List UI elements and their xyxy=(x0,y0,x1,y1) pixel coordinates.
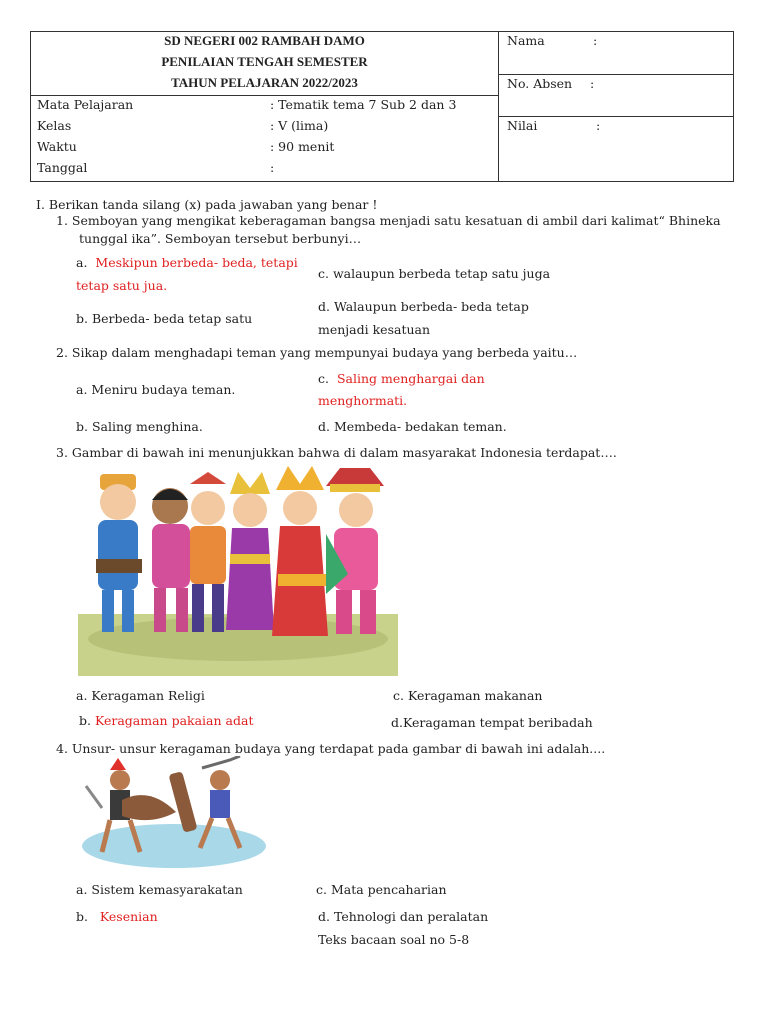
q4-option-b xyxy=(76,909,158,924)
reading-title: Teks bacaan soal no 5-8 xyxy=(318,932,470,947)
date-label: Tanggal xyxy=(37,160,88,175)
traditional-costumes-illustration xyxy=(78,464,398,676)
q4-option-c: c. Mata pencaharian xyxy=(316,882,447,897)
q1-text-line1: 1. Semboyan yang mengikat keberagaman bangsa menjadi satu kesatuan di ambil dari kalimat“ Bhineka xyxy=(56,213,721,228)
child-5 xyxy=(272,466,328,636)
child-3 xyxy=(190,472,226,632)
school-name: SD NEGERI 002 RAMBAH DAMO xyxy=(164,33,365,48)
dancers-illustration xyxy=(80,756,268,870)
q1-option-d1: d. Walaupun berbeda- beda tetap xyxy=(318,299,529,314)
absen-colon: : xyxy=(590,76,595,91)
date-value: : xyxy=(270,160,275,175)
q2-option-c-prefix: c. xyxy=(318,371,329,386)
child-6 xyxy=(326,468,384,634)
q3-text: 3. Gambar di bawah ini menunjukkan bahwa di dalam masyarakat Indonesia terdapat…. xyxy=(56,445,617,460)
q1-option-c: c. walaupun berbeda tetap satu juga xyxy=(318,266,551,281)
q1-option-b: b. Berbeda- beda tetap satu xyxy=(76,311,253,326)
class-value: : V (lima) xyxy=(270,118,329,133)
q2-option-c-text1: Saling menghargai dan xyxy=(336,371,485,386)
q3-option-b xyxy=(79,713,253,728)
q4-option-a: a. Sistem kemasyarakatan xyxy=(76,882,243,897)
q3-option-b-prefix: b. xyxy=(79,713,91,728)
q4-text: 4. Unsur- unsur keragaman budaya yang terdapat pada gambar di bawah ini adalah.... xyxy=(56,741,606,756)
absen-label: No. Absen xyxy=(507,76,573,91)
q2-option-d: d. Membeda- bedakan teman. xyxy=(318,419,507,434)
name-colon: : xyxy=(593,33,598,48)
q1-option-a-prefix: a. xyxy=(76,255,88,270)
name-label: Nama xyxy=(507,33,545,48)
child-1 xyxy=(96,474,142,632)
q2-option-a: a. Meniru budaya teman. xyxy=(76,382,236,397)
time-value: : 90 menit xyxy=(270,139,335,154)
child-2 xyxy=(152,488,190,632)
instruction: I. Berikan tanda silang (x) pada jawaban yang benar ! xyxy=(36,197,378,212)
q1-text-line2: tunggal ika”. Semboyan tersebut berbunyi… xyxy=(79,231,362,246)
q2-option-c xyxy=(318,371,485,386)
score-colon: : xyxy=(596,118,601,133)
exam-title: PENILAIAN TENGAH SEMESTER xyxy=(161,54,368,69)
time-label: Waktu xyxy=(37,139,77,154)
q2-option-c-text2: menghormati. xyxy=(318,393,408,408)
child-4 xyxy=(226,472,274,630)
q4-option-d: d. Tehnologi dan peralatan xyxy=(318,909,489,924)
subject-value: : Tematik tema 7 Sub 2 dan 3 xyxy=(270,97,457,112)
q1-option-d2: menjadi kesatuan xyxy=(318,322,431,337)
class-label: Kelas xyxy=(37,118,72,133)
score-label: Nilai xyxy=(507,118,538,133)
q4-option-b-prefix: b. xyxy=(76,909,88,924)
q1-option-a-text1: Meskipun berbeda- beda, tetapi xyxy=(95,255,298,270)
q4-option-b-text: Kesenian xyxy=(99,909,158,924)
q3-option-a: a. Keragaman Religi xyxy=(76,688,205,703)
q1-option-a-text2: tetap satu jua. xyxy=(76,278,168,293)
q3-option-d: d.Keragaman tempat beribadah xyxy=(391,715,593,730)
q1-option-a xyxy=(76,255,298,270)
q2-option-b: b. Saling menghina. xyxy=(76,419,203,434)
q3-option-b-text: Keragaman pakaian adat xyxy=(94,713,254,728)
q3-option-c: c. Keragaman makanan xyxy=(393,688,543,703)
school-year: TAHUN PELAJARAN 2022/2023 xyxy=(171,75,358,90)
subject-label: Mata Pelajaran xyxy=(37,97,134,112)
q2-text: 2. Sikap dalam menghadapi teman yang mempunyai budaya yang berbeda yaitu… xyxy=(56,345,578,360)
